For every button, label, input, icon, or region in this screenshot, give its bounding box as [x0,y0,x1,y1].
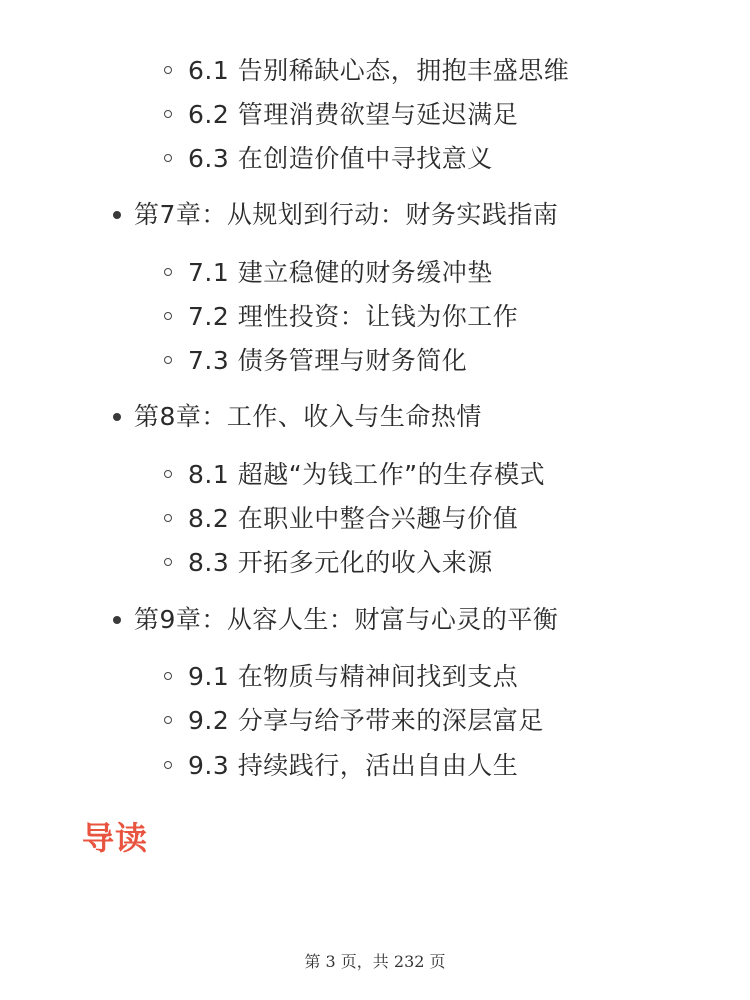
toc-subitem-label: 9.3 持续践行，活出自由人生 [188,751,519,780]
page-footer: 第 3 页，共 232 页 [304,952,446,971]
toc-subitem-7-2[interactable] [0,295,750,339]
toc-subitem-label: 8.2 在职业中整合兴趣与价值 [188,504,519,533]
hollow-bullet-icon [164,110,172,118]
toc-subitem-9-3[interactable] [0,744,750,788]
hollow-bullet-icon [164,66,172,74]
toc-subitem-label: 8.1 超越“为钱工作”的生存模式 [188,460,546,489]
toc-subitem-6-1[interactable] [0,49,750,93]
hollow-bullet-icon [164,558,172,566]
filled-bullet-icon [113,211,121,219]
toc-subitem-6-3[interactable] [0,137,750,181]
toc-subitem-9-1[interactable] [0,655,750,699]
toc-subitem-9-2[interactable] [0,699,750,743]
toc-subitem-label: 7.3 债务管理与财务简化 [188,346,468,375]
toc-chapter-label: 第8章：工作、收入与生命热情 [134,402,482,431]
hollow-bullet-icon [164,312,172,320]
toc-subitem-label: 6.1 告别稀缺心态，拥抱丰盛思维 [188,56,570,85]
toc-subitem-label: 7.2 理性投资：让钱为你工作 [188,302,519,331]
toc-chapter-label: 第9章：从容人生：财富与心灵的平衡 [134,605,559,634]
hollow-bullet-icon [164,716,172,724]
toc-subitem-8-3[interactable] [0,541,750,585]
filled-bullet-icon [113,616,121,624]
hollow-bullet-icon [164,154,172,162]
toc-chapter-8[interactable] [0,395,750,439]
hollow-bullet-icon [164,268,172,276]
hollow-bullet-icon [164,672,172,680]
hollow-bullet-icon [164,356,172,364]
toc-subitem-6-2[interactable] [0,93,750,137]
toc-subitem-7-1[interactable] [0,251,750,295]
section-heading: 导读 [82,819,149,857]
toc-subitem-8-1[interactable] [0,453,750,497]
toc-subitem-label: 9.2 分享与给予带来的深层富足 [188,706,544,735]
hollow-bullet-icon [164,761,172,769]
toc-subitem-label: 8.3 开拓多元化的收入来源 [188,548,493,577]
toc-subitem-label: 7.1 建立稳健的财务缓冲垫 [188,258,493,287]
toc-subitem-7-3[interactable] [0,339,750,383]
toc-subitem-8-2[interactable] [0,497,750,541]
filled-bullet-icon [113,413,121,421]
toc-chapter-9[interactable] [0,598,750,642]
hollow-bullet-icon [164,470,172,478]
toc-chapter-7[interactable] [0,193,750,237]
toc-subitem-label: 6.2 管理消费欲望与延迟满足 [188,100,519,129]
toc-chapter-label: 第7章：从规划到行动：财务实践指南 [134,200,559,229]
hollow-bullet-icon [164,514,172,522]
toc-subitem-label: 6.3 在创造价值中寻找意义 [188,144,493,173]
toc-subitem-label: 9.1 在物质与精神间找到支点 [188,662,519,691]
